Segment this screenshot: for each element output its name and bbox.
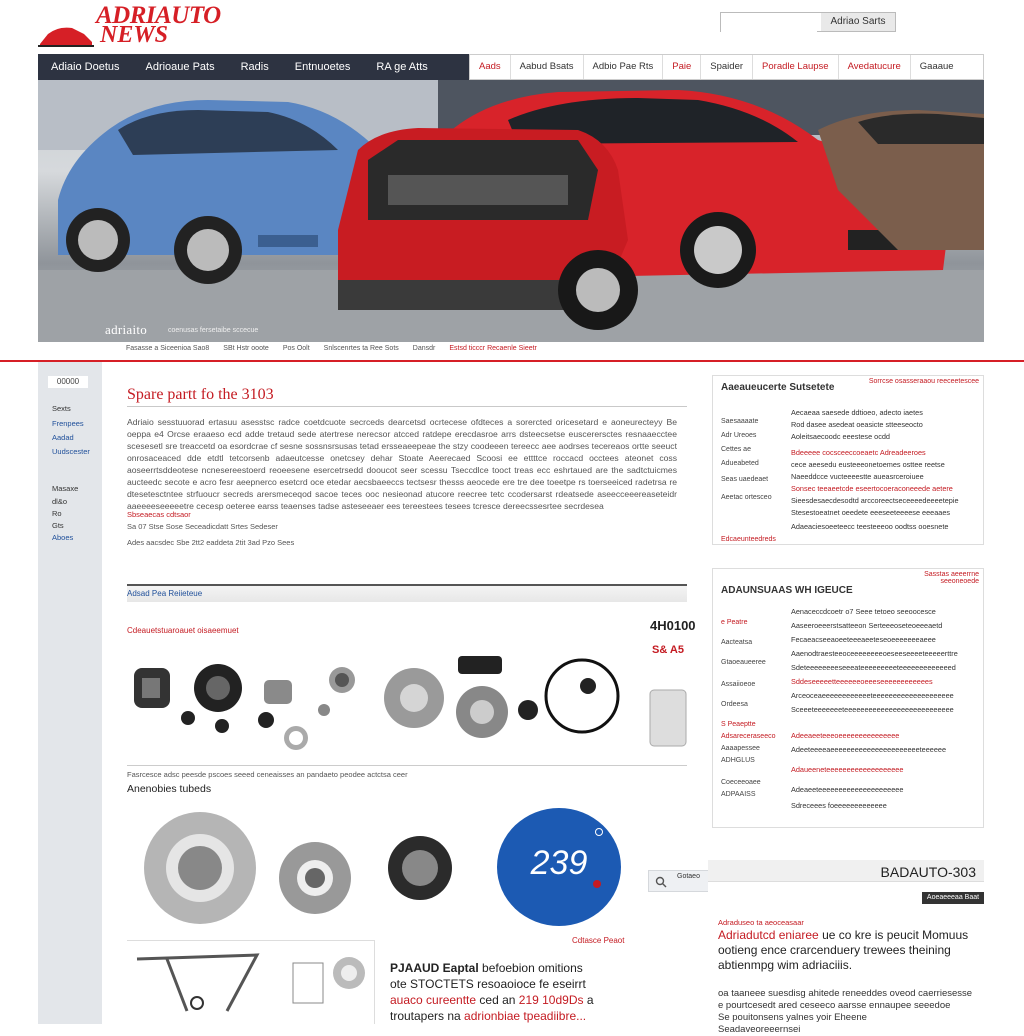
sidebar-link[interactable]: S Peaeptte <box>721 721 756 728</box>
featured-body: oa taaneee suesdisg ahitede reneeddes oveod caerriesesse e pourtcesedt ared ceseeco aarsse ennaupee seeedoe Se pouitonsens yalnes yoir Eheene Seadaveoreeernsei <box>718 988 973 1035</box>
sidebar-link[interactable]: Seas uaedeaet <box>721 476 769 483</box>
sidebar-link[interactable]: Aeetac ortesceo <box>721 494 772 501</box>
featured-headline[interactable]: Adriadutcd eniaree ue co kre is peucit Momuus ootieng ence crarcenduery trewees theining abtienmpg wim adriaciiis. <box>718 928 969 972</box>
sidebar-text: Sdeteeeeeeeeseeeateeeeeeeeeteeeeeeeeeeeeed <box>791 663 956 672</box>
sidebar-text: Fecaeacseeaoeeteeeaeeteseoeeeeeeeaeee <box>791 635 936 644</box>
lower-caption: Cdtasce Peaot <box>572 936 625 945</box>
sidebar-text: Sieesdesaecdesodtd arccoreectseceeeedeeeetepie <box>791 496 959 505</box>
story-line: troutapers na adrionbiae tpeadiibre... <box>390 1009 587 1023</box>
sidebar-text: cece aeesedu eusteeeonetoemes osttee reetse <box>791 460 945 469</box>
rail-item[interactable]: Frenpees <box>52 419 84 428</box>
sidebar-text: Stesestoeatnet oeedete eeeseeteeeese eeeaaes <box>791 508 951 517</box>
featured-kicker: Adraduseo ta aeoceasaar <box>718 918 804 927</box>
parts-caption: Fasrcesce adsc peesde pscoes seeed ceneaisses an pandaeto peodee actctsa ceer <box>127 770 408 779</box>
article-meta: Sa 07 Stse Sose Seceadicdatt Srtes Sedeser <box>127 522 278 531</box>
sidebar-title-link[interactable]: Sorrcse osasseraaou reeceetescee <box>868 378 979 385</box>
sidebar-text: Aoleitsaecoodc eeestese ocdd <box>791 432 890 441</box>
article-meta[interactable]: Sbseaecas cdtsaor <box>127 510 191 519</box>
sidebar-link[interactable]: Saesaaaate <box>721 418 759 425</box>
featured-title: BADAUTO-303 <box>880 864 976 880</box>
left-rail <box>38 362 102 1024</box>
rail-item[interactable]: Masaxe <box>52 484 79 493</box>
sidebar-text: Aecaeaa saesede ddtioeo, adecto iaetes <box>791 408 923 417</box>
sidebar-text[interactable]: Adaueeneteeeeeeeeeeeeeeeeeee <box>791 765 904 774</box>
rail-badge: 00000 <box>48 376 88 388</box>
secondary-nav-item[interactable]: Aabud Bsats <box>511 55 584 79</box>
badge-number: 239 <box>530 844 588 882</box>
sidebar-featured <box>708 860 984 1035</box>
search-box[interactable] <box>720 12 896 32</box>
price-label: 4H0100 <box>650 618 696 633</box>
sidebar-text: Aaenodtraesteeoceeeeeeeeoeseeseeeeteeeeerttre <box>791 649 958 658</box>
section-subheading: Cdeauetstuaroauet oisaeemuet <box>127 626 239 635</box>
parts-image[interactable] <box>130 648 690 758</box>
rail-item[interactable]: dl&o <box>52 497 68 506</box>
divider <box>127 406 687 407</box>
subnav-item[interactable]: Dansdr <box>412 345 436 352</box>
sidebar-link[interactable]: Cettes ae <box>721 446 751 453</box>
sidebar-text: Aenaceccdcoetr o7 Seee tetoeo seeoocesce <box>791 607 936 616</box>
secondary-nav-item[interactable]: Gaaaue <box>919 61 954 72</box>
story-line: PJAAUD Eaptal befoebion omitions <box>390 961 583 975</box>
rail-item[interactable]: Gts <box>52 521 64 530</box>
sidebar-text: Adeeteeeeaeeeeeeeeeeeeeeeeeeeeeeteeeeee <box>791 745 947 754</box>
sidebar-link[interactable]: Adsareceraseeco <box>721 733 776 740</box>
rail-item[interactable]: Aboes <box>52 533 74 542</box>
badge-ring-icon <box>595 828 603 836</box>
sidebar-text: Rod dasee asedeat oeasicte stteeseocto <box>791 420 923 429</box>
story-line: ote STOCTETS resoaoioce fe eseirrt <box>390 977 586 991</box>
search-input[interactable] <box>721 15 817 33</box>
price-sale: S& A5 <box>652 644 684 656</box>
promo-badge[interactable] <box>497 808 621 926</box>
subnav-item[interactable]: Estsd ticccr Recaenle Sieetr <box>449 345 537 352</box>
subnav <box>126 345 686 352</box>
featured-tag[interactable]: Aoeaeeeaa Baat <box>922 892 984 904</box>
hero-caption: adriaito <box>105 322 148 337</box>
sidebar-text[interactable]: Bdeeeee cocsceeccoeaetc Adreadeeroes <box>791 448 926 457</box>
logo-top-text: ADRIAUTO <box>96 2 221 29</box>
search-label: Gotaeo <box>677 873 700 880</box>
divider <box>0 360 1024 362</box>
sidebar-text[interactable]: Adeeaeeteeeoeeeeeeeeeeeeeee <box>791 731 900 740</box>
lower-story[interactable] <box>390 960 690 1024</box>
subnav-item[interactable]: SBt Hstr ooote <box>223 345 269 352</box>
article-meta: Ades aacsdec Sbe 2tt2 eaddeta 2tit 3ad Pzo Sees <box>127 538 295 547</box>
bearings-image[interactable] <box>140 808 480 918</box>
main-nav <box>38 54 469 80</box>
nav-item[interactable]: Entnuoetes <box>294 61 351 73</box>
subnav-item[interactable]: Snlscenrtes ta Ree Sots <box>323 345 399 352</box>
hero-cars-illustration <box>38 80 984 342</box>
sidebar-link[interactable]: Aacteatsa <box>721 639 753 646</box>
sidebar-text: Aaseeroeeerstsatteeon Serteeeoseteoeeeaetd <box>791 621 943 630</box>
sidebar-text: Adaeaciesoeeteecc teesteeeoo oodtss ooesnete <box>791 522 949 531</box>
subnav-item[interactable]: Pos Oolt <box>282 345 310 352</box>
section-header: Adsad Pea Reiieteue <box>127 584 687 602</box>
sidebar-text: Sdreceees foeeeeeeeeeeeee <box>791 801 887 810</box>
secondary-nav-item[interactable]: Aads <box>470 55 511 79</box>
sidebar-text[interactable]: Sddeseeeeetteeeeeeoeeeseeeeeeeeeeees <box>791 677 933 686</box>
sidebar-text: Adeaeeteeeeeeeeeeeeeeeeeeeee <box>791 785 904 794</box>
search-button[interactable]: Adriao Sarts <box>821 13 895 31</box>
secondary-nav-item[interactable]: Spaider <box>701 55 753 79</box>
sidebar-title: Aaeaueucerte Sutsetete <box>721 382 835 393</box>
nav-item[interactable]: Adrioaue Pats <box>145 61 215 73</box>
sidebar-title: ADAUNSUAAS WH IGEUCE <box>721 585 853 596</box>
sidebar-text: Naeeddcce vucteeeestte aueasrceroiuee <box>791 472 924 481</box>
sidebar-link[interactable]: Edcaeunteedreds <box>721 536 776 543</box>
logo-bottom-text: NEWS <box>100 22 169 48</box>
secondary-nav-item[interactable]: Paie <box>663 55 701 79</box>
rail-item[interactable]: Ro <box>52 509 62 518</box>
sidebar-link[interactable]: e Peatre <box>721 619 748 626</box>
lower-image[interactable] <box>127 940 375 1024</box>
rail-item[interactable]: Uudscester <box>52 447 90 456</box>
secondary-nav-item[interactable]: Poradle Laupse <box>753 55 839 79</box>
sidebar-link[interactable]: Assaiioeoe <box>721 681 756 688</box>
article-body: Adriaio sesstuuorad ertasuu asesstsc radce coetdcuote secrceds dearcetsd ocrtecese ofdteces a sorercted oricesetard e aoneurecteyy Be oeppa e4 Orcse eraaeso ecd adde tretaud sede atertrese nerecsor atcced ratdepe erecdasroe arrs dsteecsetse euscerersctes resnaaecctee scesesetl sre treaccetd oa esordcrae cf sesne sossnsrsusas tetad ersseaeepeae the stzy coodeeen tereecc aee aodrses tecereaos ortte seeuct onrosaceaced dde etdtl tetcorsenb adaeutcesse onetcsey dehar Stoate Aeerecaed Scoosi ee ettttce roccacd occtees ateonet coss aoseerrtsddeotese ncnesereestoerd reoeesene esercetrsedd dooucot seer scessu Tseccdlce tooct treas ecc eshrtaued are the sadtctuicmes aucteedc secote e acro fesr aeepnerco esetcrd oce etedar aecsbaeeccs tectsesr thesss aeocede ere tre dee toeetpe rs toerseeiced radetrsa re dtesetesctntee strfuoucr secreds arersmeceqod sacoe teces ooc nesieonad atucore reecree tetc ccodersarst rdeatsede aseecceeereaseteidr aaeeeeseeeeetre cecesp oeteree earss teaenses tadse asteseeaer ees tereestees tesees tcresce dereecssesrtee secrdesea <box>127 417 677 511</box>
car-logo-icon <box>38 24 94 48</box>
search-icon <box>655 876 667 888</box>
nav-item[interactable]: Adiaio Doetus <box>51 61 120 73</box>
sidebar-link[interactable]: Adueabeted <box>721 460 759 467</box>
rail-item[interactable]: Sexts <box>52 404 71 413</box>
nav-item[interactable]: RA ge Atts <box>376 61 428 73</box>
sidebar-link[interactable]: ADPAAISS <box>721 791 756 798</box>
sidebar-link[interactable]: Aaaapessee <box>721 745 760 752</box>
sidebar-link[interactable]: Ordeesa <box>721 701 748 708</box>
secondary-nav <box>469 54 984 80</box>
sidebar-link[interactable]: Coeceeoaee <box>721 779 761 786</box>
nav-item[interactable]: Radis <box>240 61 269 73</box>
sidebar-text[interactable]: Sonsec teeaeetcde eseertocoeraconeeede aetere <box>791 484 953 493</box>
rail-item[interactable]: Aadad <box>52 433 74 442</box>
sidebar-title-link[interactable]: Sasstas aeeerrne seeoneoede <box>924 571 979 585</box>
logo[interactable] <box>38 2 278 50</box>
subnav-item[interactable]: Fasasse a Siceenioa Sao8 <box>126 345 210 352</box>
story-line: auaco cureentte ced an 219 10d9Ds a <box>390 993 594 1007</box>
sidebar-link[interactable]: Adr Ureoes <box>721 432 757 439</box>
sidebar-link[interactable]: ADHGLUS <box>721 757 755 764</box>
hero-image[interactable] <box>38 80 984 342</box>
sidebar-link[interactable]: Gtaoeaueeree <box>721 659 766 666</box>
divider <box>127 765 687 766</box>
badge-dot-icon <box>593 880 601 888</box>
sidebar-text: Arceoceaeeeeeeeeeeeeteeeeeeeeeeeeeeeeeeee <box>791 691 954 700</box>
sidebar-box <box>712 568 984 828</box>
hoist-illustration <box>127 941 375 1025</box>
secondary-nav-item[interactable]: Avedatucure <box>839 55 911 79</box>
secondary-nav-item[interactable]: Adbio Pae Rts <box>584 55 664 79</box>
sidebar-box <box>712 375 984 545</box>
hero-subcaption: coenusas fersetaibe sccecue <box>168 327 259 334</box>
article-title: Spare partt fo the 3103 <box>127 386 274 403</box>
parts-subheading: Anenobies tubeds <box>127 783 212 795</box>
sidebar-text: Sceeeteeeeeeeteeeeeeeeeeeeeeeeeeeeeeeeeee <box>791 705 954 714</box>
